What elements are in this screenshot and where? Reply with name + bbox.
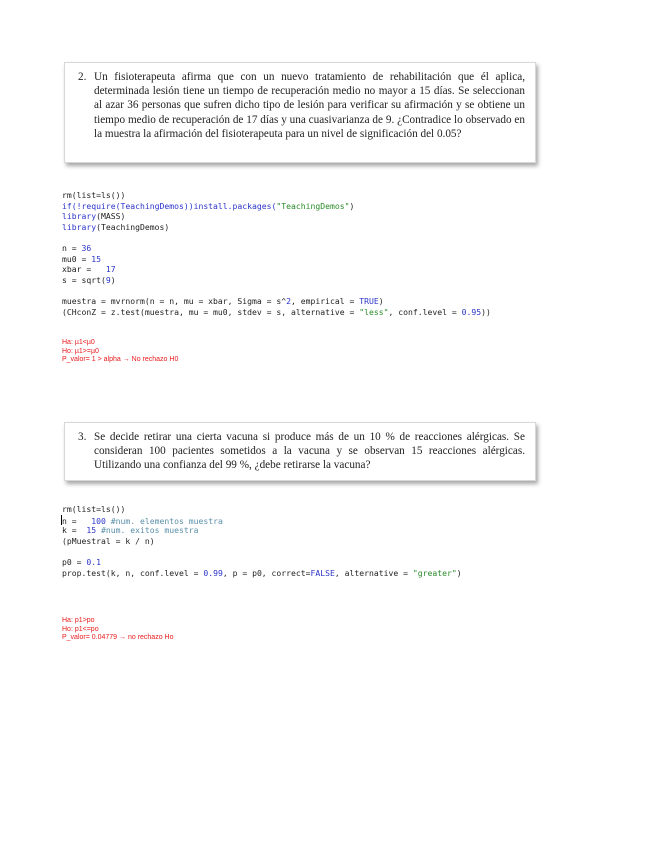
notes-3: [62, 617, 174, 643]
code-line: p0 = 0.1: [62, 556, 101, 567]
code-line: rm(list=ls()): [62, 504, 126, 514]
p-value-conclusion: P_valor= 1 > alpha → No rechazo H0: [62, 356, 179, 364]
code-line: (pMuestral = k / n): [62, 535, 155, 546]
question-3-box: [64, 422, 536, 481]
code-line: k = 15 #num. exitos muestra: [62, 525, 199, 536]
question-2-box: [64, 62, 536, 163]
code-block-2: [62, 190, 491, 317]
code-line: library(TeachingDemos): [62, 221, 170, 232]
notes-2: [62, 339, 178, 365]
code-block-3: [62, 504, 462, 578]
hypothesis-alternative: Ha: p1>po: [62, 617, 95, 624]
code-line: prop.test(k, n, conf.level = 0.99, p = p0, correct=FALSE, alternative = "greater"): [62, 567, 462, 578]
code-line: (CHconZ = z.test(muestra, mu = mu0, stdev = s, alternative = "less", conf.level = 0.95)): [62, 306, 491, 317]
question-3-text: Se decide retirar una cierta vacuna si produce más de un 10 % de reacciones alérgicas. Se consideran 100 pacientes sometidos a la vacuna y se observan 15 reacciones alérgicas. Utilizando una confianza del 99 %, ¿debe retirarse la vacuna?: [94, 431, 525, 472]
hypothesis-null: Ho: µ1>=µ0: [62, 347, 99, 355]
question-2-text: Un fisioterapeuta afirma que con un nuevo tratamiento de rehabilitación que él aplica, determinada lesión tiene un tiempo de recuperación medio no mayor a 15 días. Se seleccionan al azar 36 personas que sufren dicho tipo de lesión para verificar su afirmación y se obtiene un tiempo medio de recuperación de 17 días y una cuasivarianza de 9. ¿Contradice lo observado en la muestra la afirmación del fisioterapeuta para un nivel de significación del 0.05?: [94, 71, 525, 140]
code-line: n = 36: [62, 242, 92, 253]
question-3-number: 3.: [78, 431, 87, 443]
hypothesis-alternative: Ha: µ1<µ0: [62, 339, 95, 346]
code-line: library(MASS): [62, 211, 126, 222]
code-line: rm(list=ls()): [62, 190, 126, 200]
code-line: mu0 = 15: [62, 253, 101, 264]
code-line: n = 100 #num. elementos muestra: [62, 515, 223, 526]
code-line: if(!require(TeachingDemos))install.packages("TeachingDemos"): [62, 200, 355, 211]
code-line: xbar = 17: [62, 264, 116, 275]
question-2-number: 2.: [78, 71, 87, 83]
p-value-conclusion: P_valor= 0.04779 → no rechazo Ho: [62, 634, 174, 642]
code-line: s = sqrt(9): [62, 274, 116, 285]
code-line: muestra = mvrnorm(n = n, mu = xbar, Sigma = s^2, empirical = TRUE): [62, 295, 384, 306]
hypothesis-null: Ho: p1<=po: [62, 625, 99, 633]
